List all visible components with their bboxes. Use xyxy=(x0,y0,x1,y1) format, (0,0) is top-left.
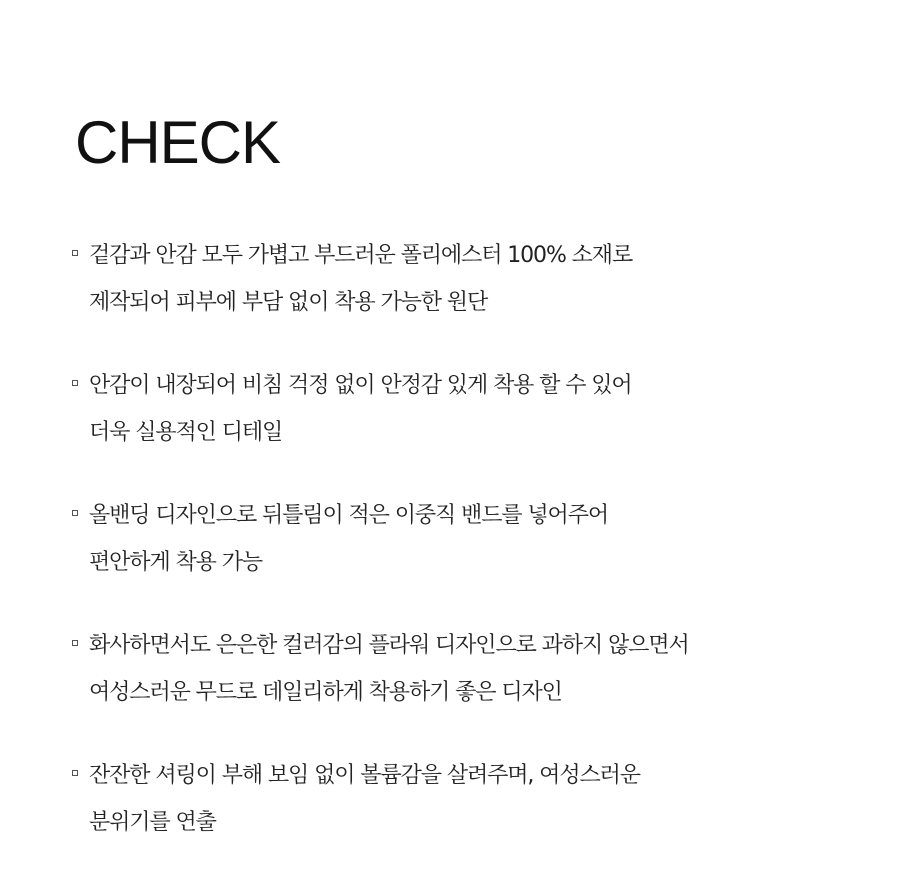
item-text-line: 편안하게 착용 가능 xyxy=(89,550,263,575)
list-item xyxy=(72,362,872,456)
item-text-line: 잔잔한 셔링이 부해 보임 없이 볼륨감을 살려주며, 여성스러운 xyxy=(89,763,640,788)
list-item xyxy=(72,622,872,716)
square-bullet-icon xyxy=(72,640,78,646)
square-bullet-icon xyxy=(72,510,78,516)
square-bullet-icon xyxy=(72,380,78,386)
section-title: CHECK xyxy=(75,109,281,176)
item-text-line: 안감이 내장되어 비침 걱정 없이 안정감 있게 착용 할 수 있어 xyxy=(89,373,632,398)
check-list xyxy=(72,232,872,882)
square-bullet-icon xyxy=(72,770,78,776)
list-item xyxy=(72,232,872,326)
item-text-line: 분위기를 연출 xyxy=(89,810,216,835)
square-bullet-icon xyxy=(72,250,78,256)
item-text-line: 올밴딩 디자인으로 뒤틀림이 적은 이중직 밴드를 넣어주어 xyxy=(89,503,609,528)
list-item xyxy=(72,492,872,586)
item-text-line: 제작되어 피부에 부담 없이 착용 가능한 원단 xyxy=(89,290,488,315)
list-item xyxy=(72,752,872,846)
item-text-line: 겉감과 안감 모두 가볍고 부드러운 폴리에스터 100% 소재로 xyxy=(89,243,633,268)
item-text-line: 여성스러운 무드로 데일리하게 착용하기 좋은 디자인 xyxy=(89,680,562,705)
item-text-line: 더욱 실용적인 디테일 xyxy=(89,420,283,445)
item-text-line: 화사하면서도 은은한 컬러감의 플라워 디자인으로 과하지 않으면서 xyxy=(89,633,689,658)
